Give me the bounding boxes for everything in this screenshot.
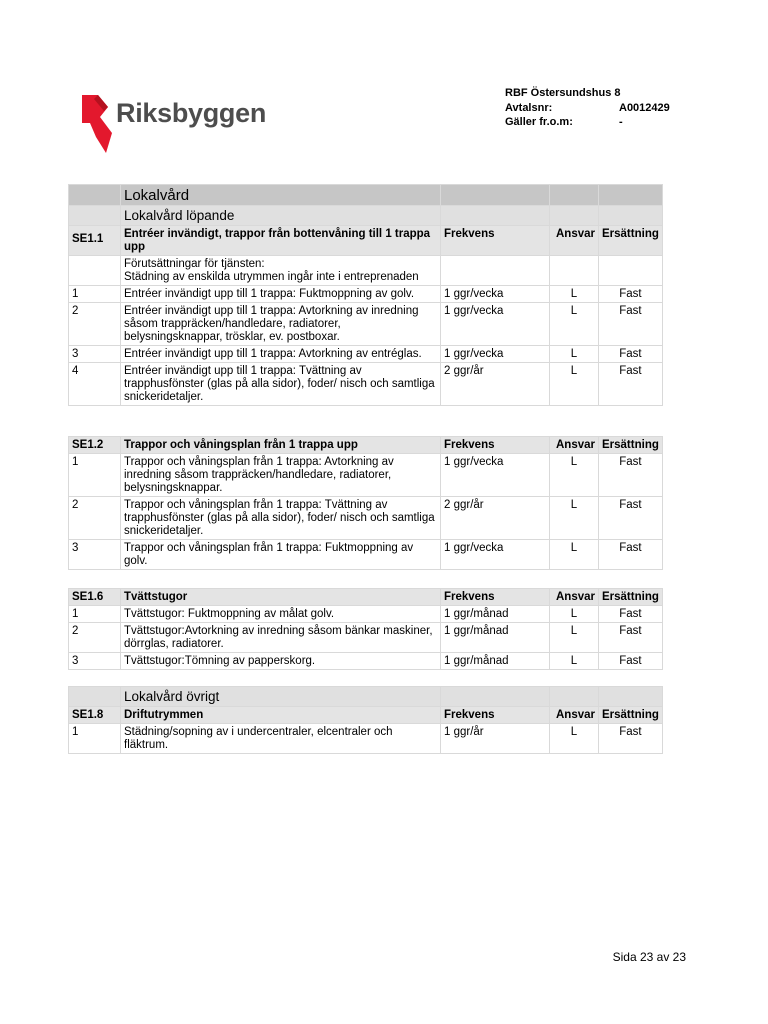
table-row: 1 Städning/sopning av i undercentraler, elcentraler och fläktrum. 1 ggr/år L Fast	[69, 724, 663, 754]
section-title: Driftutrymmen	[121, 707, 441, 724]
section-code: SE1.2	[69, 437, 121, 454]
col-responsibility: Ansvar	[550, 707, 599, 724]
document-meta	[505, 86, 670, 130]
section-title: Trappor och våningsplan från 1 trappa upp	[121, 437, 441, 454]
table-se1-2	[68, 436, 663, 570]
col-frequency: Frekvens	[441, 437, 550, 454]
col-frequency: Frekvens	[441, 589, 550, 606]
col-compensation: Ersättning	[599, 226, 663, 256]
col-frequency: Frekvens	[441, 707, 550, 724]
col-compensation: Ersättning	[599, 589, 663, 606]
table-row: 3 Trappor och våningsplan från 1 trappa: Fuktmoppning av golv. 1 ggr/vecka L Fast	[69, 540, 663, 570]
col-frequency: Frekvens	[441, 226, 550, 256]
col-responsibility: Ansvar	[550, 437, 599, 454]
table-se1-8	[68, 686, 663, 754]
agreement-label: Avtalsnr:	[505, 101, 553, 114]
table-se1-1	[68, 184, 663, 406]
table-title: Lokalvård	[121, 185, 441, 206]
table-row: 4 Entréer invändigt upp till 1 trappa: Tvättning av trapphusfönster (glas på alla sidor), foder/ nisch och samtliga snickeridetaljer. 2 ggr/år L Fast	[69, 363, 663, 406]
table-row: 1 Tvättstugor: Fuktmoppning av målat golv. 1 ggr/månad L Fast	[69, 606, 663, 623]
table-row: 1 Entréer invändigt upp till 1 trappa: Fuktmoppning av golv. 1 ggr/vecka L Fast	[69, 286, 663, 303]
table-row: 2 Trappor och våningsplan från 1 trappa: Tvättning av trapphusfönster (glas på alla sidor), foder/ nisch och samtliga snickeridetaljer. 2 ggr/år L Fast	[69, 497, 663, 540]
valid-from-value: -	[619, 116, 623, 128]
table-se1-6	[68, 588, 663, 670]
section-code: SE1.6	[69, 589, 121, 606]
table-row: 2 Tvättstugor:Avtorkning av inredning såsom bänkar maskiner, dörrglas, radiatorer. 1 ggr/månad L Fast	[69, 623, 663, 653]
section-code: SE1.8	[69, 707, 121, 724]
property-name: RBF Östersundshus 8	[505, 87, 621, 99]
table-row: 3 Entréer invändigt upp till 1 trappa: Avtorkning av entréglas. 1 ggr/vecka L Fast	[69, 346, 663, 363]
valid-from-label: Gäller fr.o.m:	[505, 116, 573, 128]
page-number: Sida 23 av 23	[612, 950, 686, 964]
agreement-value: A0012429	[619, 101, 670, 114]
col-compensation: Ersättning	[599, 437, 663, 454]
section-title: Entréer invändigt, trappor från bottenvåning till 1 trappa upp	[121, 226, 441, 256]
table-subtitle: Lokalvård övrigt	[121, 687, 441, 707]
col-responsibility: Ansvar	[550, 589, 599, 606]
table-row: 3 Tvättstugor:Tömning av papperskorg. 1 ggr/månad L Fast	[69, 653, 663, 670]
table-subtitle: Lokalvård löpande	[121, 206, 441, 226]
section-title: Tvättstugor	[121, 589, 441, 606]
col-responsibility: Ansvar	[550, 226, 599, 256]
brand-name: Riksbyggen	[116, 98, 267, 128]
section-code: SE1.1	[69, 226, 121, 256]
col-compensation: Ersättning	[599, 707, 663, 724]
prerequisites: Förutsättningar för tjänsten: Städning av enskilda utrymmen ingår inte i entreprenaden	[121, 256, 441, 286]
table-row: 2 Entréer invändigt upp till 1 trappa: Avtorkning av inredning såsom trappräcken/handledare, radiatorer, belysningsknappar, trösklar, ev. postboxar. 1 ggr/vecka L Fast	[69, 303, 663, 346]
table-row: 1 Trappor och våningsplan från 1 trappa: Avtorkning av inredning såsom trappräcken/handledare, radiatorer, belysningsknappar. 1 ggr/vecka L Fast	[69, 454, 663, 497]
